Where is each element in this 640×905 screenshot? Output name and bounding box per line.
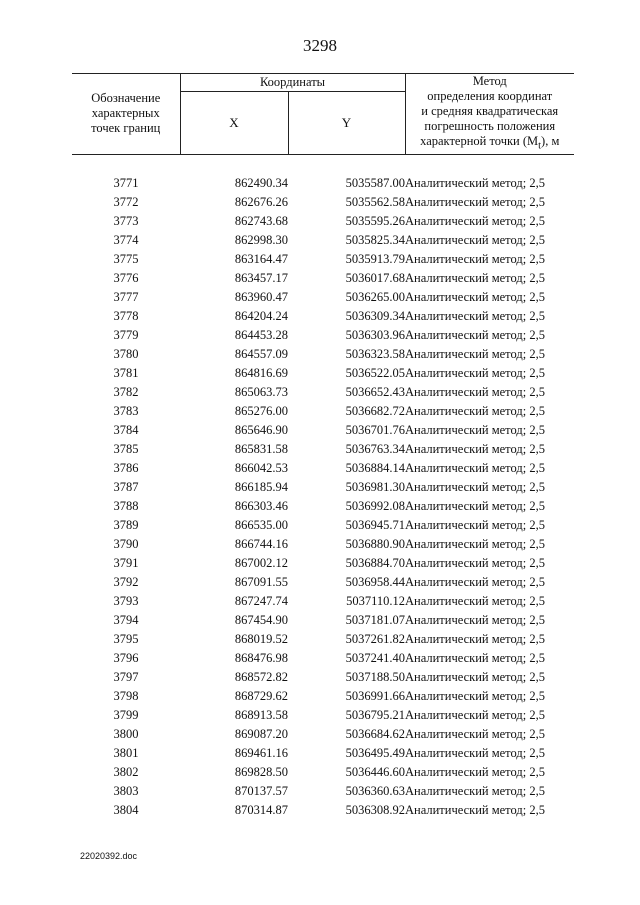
point-id-cell: 3782 [113, 384, 139, 399]
y-coordinate-cell: 5036495.49 [345, 745, 405, 760]
x-coordinate-cell: 866185.94 [234, 479, 288, 494]
point-id-cell: 3773 [113, 213, 139, 228]
x-coordinate-cell: 867247.74 [234, 593, 288, 608]
header-designation-line: Обозначение [91, 91, 161, 106]
x-coordinate-cell: 865831.58 [234, 441, 288, 456]
point-id-cell: 3797 [113, 669, 139, 684]
table-row [72, 364, 574, 383]
header-designation-line: точек границ [91, 121, 161, 136]
x-coordinate-cell: 865646.90 [234, 422, 288, 437]
y-coordinate-cell: 5036682.72 [345, 403, 405, 418]
point-id-cell: 3802 [113, 764, 139, 779]
method-cell: Аналитический метод; 2,5 [405, 802, 545, 817]
y-coordinate-cell: 5037241.40 [345, 650, 405, 665]
table-row [72, 725, 574, 744]
header-method-line: характерной точки (M [420, 134, 539, 148]
y-coordinate-cell: 5036795.21 [345, 707, 405, 722]
method-cell: Аналитический метод; 2,5 [405, 175, 545, 190]
point-id-cell: 3801 [113, 745, 139, 760]
table-header [72, 74, 574, 155]
method-cell: Аналитический метод; 2,5 [405, 745, 545, 760]
point-id-cell: 3804 [113, 802, 139, 817]
x-coordinate-cell: 864816.69 [234, 365, 288, 380]
y-coordinate-cell: 5036323.58 [345, 346, 405, 361]
method-cell: Аналитический метод; 2,5 [405, 289, 545, 304]
x-coordinate-cell: 862490.34 [234, 175, 288, 190]
method-cell: Аналитический метод; 2,5 [405, 783, 545, 798]
method-cell: Аналитический метод; 2,5 [405, 270, 545, 285]
header-designation [72, 74, 180, 155]
method-cell: Аналитический метод; 2,5 [405, 574, 545, 589]
x-coordinate-cell: 866042.53 [234, 460, 288, 475]
table-row [72, 535, 574, 554]
method-cell: Аналитический метод; 2,5 [405, 479, 545, 494]
x-coordinate-cell: 868729.62 [234, 688, 288, 703]
method-cell: Аналитический метод; 2,5 [405, 726, 545, 741]
y-coordinate-cell: 5037261.82 [345, 631, 405, 646]
table-row [72, 801, 574, 820]
table-row [72, 288, 574, 307]
point-id-cell: 3803 [113, 783, 139, 798]
header-method-line: определения координат [427, 89, 553, 103]
y-coordinate-cell: 5035913.79 [345, 251, 405, 266]
point-id-cell: 3784 [113, 422, 139, 437]
y-coordinate-cell: 5036763.34 [345, 441, 405, 456]
method-cell: Аналитический метод; 2,5 [405, 327, 545, 342]
point-id-cell: 3800 [113, 726, 139, 741]
x-coordinate-cell: 864453.28 [234, 327, 288, 342]
point-id-cell: 3777 [113, 289, 139, 304]
y-coordinate-cell: 5036884.70 [345, 555, 405, 570]
y-coordinate-cell: 5036652.43 [345, 384, 405, 399]
x-coordinate-cell: 869087.20 [234, 726, 288, 741]
point-id-cell: 3794 [113, 612, 139, 627]
y-coordinate-cell: 5036701.76 [345, 422, 405, 437]
point-id-cell: 3783 [113, 403, 139, 418]
x-coordinate-cell: 866744.16 [234, 536, 288, 551]
table-row [72, 497, 574, 516]
header-method-line: ), м [541, 134, 560, 148]
x-coordinate-cell: 868476.98 [234, 650, 288, 665]
table-row [72, 421, 574, 440]
table-row [72, 687, 574, 706]
method-cell: Аналитический метод; 2,5 [405, 346, 545, 361]
table-row [72, 763, 574, 782]
y-coordinate-cell: 5036884.14 [345, 460, 405, 475]
point-id-cell: 3786 [113, 460, 139, 475]
y-coordinate-cell: 5036945.71 [345, 517, 405, 532]
y-coordinate-cell: 5036309.34 [345, 308, 405, 323]
x-coordinate-cell: 868019.52 [234, 631, 288, 646]
point-id-cell: 3774 [113, 232, 139, 247]
method-cell: Аналитический метод; 2,5 [405, 517, 545, 532]
method-cell: Аналитический метод; 2,5 [405, 536, 545, 551]
table-row [72, 193, 574, 212]
y-coordinate-cell: 5036981.30 [345, 479, 405, 494]
header-method-subscript: t [538, 140, 542, 152]
method-cell: Аналитический метод; 2,5 [405, 707, 545, 722]
method-cell: Аналитический метод; 2,5 [405, 460, 545, 475]
y-coordinate-cell: 5036880.90 [345, 536, 405, 551]
x-coordinate-cell: 868572.82 [234, 669, 288, 684]
method-cell: Аналитический метод; 2,5 [405, 631, 545, 646]
point-id-cell: 3793 [113, 593, 139, 608]
x-coordinate-cell: 867002.12 [234, 555, 288, 570]
table-row [72, 459, 574, 478]
point-id-cell: 3787 [113, 479, 139, 494]
x-coordinate-cell: 867454.90 [234, 612, 288, 627]
x-coordinate-cell: 865276.00 [234, 403, 288, 418]
point-id-cell: 3795 [113, 631, 139, 646]
header-coordinates: Координаты [180, 74, 405, 92]
table-row [72, 611, 574, 630]
x-coordinate-cell: 864557.09 [234, 346, 288, 361]
x-coordinate-cell: 870314.87 [234, 802, 288, 817]
table-row [72, 326, 574, 345]
method-cell: Аналитический метод; 2,5 [405, 232, 545, 247]
y-coordinate-cell: 5036265.00 [345, 289, 405, 304]
y-coordinate-cell: 5036992.08 [345, 498, 405, 513]
y-coordinate-cell: 5036684.62 [345, 726, 405, 741]
point-id-cell: 3789 [113, 517, 139, 532]
table-row [72, 478, 574, 497]
table-row [72, 212, 574, 231]
point-id-cell: 3776 [113, 270, 139, 285]
point-id-cell: 3781 [113, 365, 139, 380]
y-coordinate-cell: 5035825.34 [345, 232, 405, 247]
table-row [72, 307, 574, 326]
coordinates-table [72, 73, 574, 820]
y-coordinate-cell: 5036446.60 [345, 764, 405, 779]
method-cell: Аналитический метод; 2,5 [405, 555, 545, 570]
point-id-cell: 3798 [113, 688, 139, 703]
point-id-cell: 3788 [113, 498, 139, 513]
table-row [72, 649, 574, 668]
header-method [405, 74, 574, 155]
x-coordinate-cell: 862743.68 [234, 213, 288, 228]
header-method-line: Метод [472, 74, 507, 88]
table-row [72, 231, 574, 250]
y-coordinate-cell: 5036991.66 [345, 688, 405, 703]
y-coordinate-cell: 5036958.44 [345, 574, 405, 589]
point-id-cell: 3790 [113, 536, 139, 551]
table-row [72, 174, 574, 193]
header-y: Y [288, 92, 405, 155]
header-method-line: погрешность положения [424, 119, 556, 133]
method-cell: Аналитический метод; 2,5 [405, 194, 545, 209]
method-cell: Аналитический метод; 2,5 [405, 498, 545, 513]
table-row [72, 440, 574, 459]
table-row [72, 706, 574, 725]
y-coordinate-cell: 5037181.07 [345, 612, 405, 627]
header-x: X [180, 92, 288, 155]
y-coordinate-cell: 5035587.00 [345, 175, 405, 190]
method-cell: Аналитический метод; 2,5 [405, 669, 545, 684]
method-cell: Аналитический метод; 2,5 [405, 650, 545, 665]
y-coordinate-cell: 5037110.12 [346, 593, 405, 608]
table-row [72, 554, 574, 573]
x-coordinate-cell: 866535.00 [234, 517, 288, 532]
table-row [72, 383, 574, 402]
table-row [72, 744, 574, 763]
y-coordinate-cell: 5036017.68 [345, 270, 405, 285]
method-cell: Аналитический метод; 2,5 [405, 308, 545, 323]
table-row [72, 592, 574, 611]
header-designation-line: характерных [91, 106, 160, 121]
x-coordinate-cell: 863960.47 [234, 289, 288, 304]
table-row [72, 630, 574, 649]
x-coordinate-cell: 868913.58 [234, 707, 288, 722]
point-id-cell: 3791 [113, 555, 139, 570]
point-id-cell: 3772 [113, 194, 139, 209]
x-coordinate-cell: 863164.47 [234, 251, 288, 266]
header-method-line: и средняя квадратическая [421, 104, 559, 118]
x-coordinate-cell: 869828.50 [234, 764, 288, 779]
table-row [72, 269, 574, 288]
point-id-cell: 3792 [113, 574, 139, 589]
method-cell: Аналитический метод; 2,5 [405, 365, 545, 380]
point-id-cell: 3779 [113, 327, 139, 342]
x-coordinate-cell: 865063.73 [234, 384, 288, 399]
point-id-cell: 3799 [113, 707, 139, 722]
y-coordinate-cell: 5035595.26 [345, 213, 405, 228]
method-cell: Аналитический метод; 2,5 [405, 441, 545, 456]
method-cell: Аналитический метод; 2,5 [405, 213, 545, 228]
y-coordinate-cell: 5036360.63 [345, 783, 405, 798]
method-cell: Аналитический метод; 2,5 [405, 612, 545, 627]
method-cell: Аналитический метод; 2,5 [405, 764, 545, 779]
point-id-cell: 3785 [113, 441, 139, 456]
method-cell: Аналитический метод; 2,5 [405, 593, 545, 608]
table-row [72, 402, 574, 421]
method-cell: Аналитический метод; 2,5 [405, 384, 545, 399]
footer-filename: 22020392.doc [80, 851, 138, 861]
table-row [72, 573, 574, 592]
method-cell: Аналитический метод; 2,5 [405, 688, 545, 703]
method-cell: Аналитический метод; 2,5 [405, 422, 545, 437]
table-row [72, 516, 574, 535]
table-row [72, 668, 574, 687]
method-cell: Аналитический метод; 2,5 [405, 403, 545, 418]
table-row [72, 782, 574, 801]
x-coordinate-cell: 870137.57 [234, 783, 288, 798]
y-coordinate-cell: 5036303.96 [345, 327, 405, 342]
x-coordinate-cell: 862676.26 [234, 194, 288, 209]
y-coordinate-cell: 5036522.05 [345, 365, 405, 380]
table-body [72, 154, 574, 820]
y-coordinate-cell: 5035562.58 [345, 194, 405, 209]
y-coordinate-cell: 5036308.92 [345, 802, 405, 817]
table-row [72, 345, 574, 364]
method-cell: Аналитический метод; 2,5 [405, 251, 545, 266]
page-number: 3298 [303, 36, 337, 55]
y-coordinate-cell: 5037188.50 [345, 669, 405, 684]
x-coordinate-cell: 863457.17 [234, 270, 288, 285]
x-coordinate-cell: 864204.24 [234, 308, 288, 323]
point-id-cell: 3775 [113, 251, 139, 266]
table-row [72, 250, 574, 269]
x-coordinate-cell: 869461.16 [234, 745, 288, 760]
point-id-cell: 3780 [113, 346, 139, 361]
x-coordinate-cell: 866303.46 [234, 498, 288, 513]
point-id-cell: 3771 [113, 175, 139, 190]
point-id-cell: 3796 [113, 650, 139, 665]
point-id-cell: 3778 [113, 308, 139, 323]
x-coordinate-cell: 862998.30 [234, 232, 288, 247]
x-coordinate-cell: 867091.55 [234, 574, 288, 589]
